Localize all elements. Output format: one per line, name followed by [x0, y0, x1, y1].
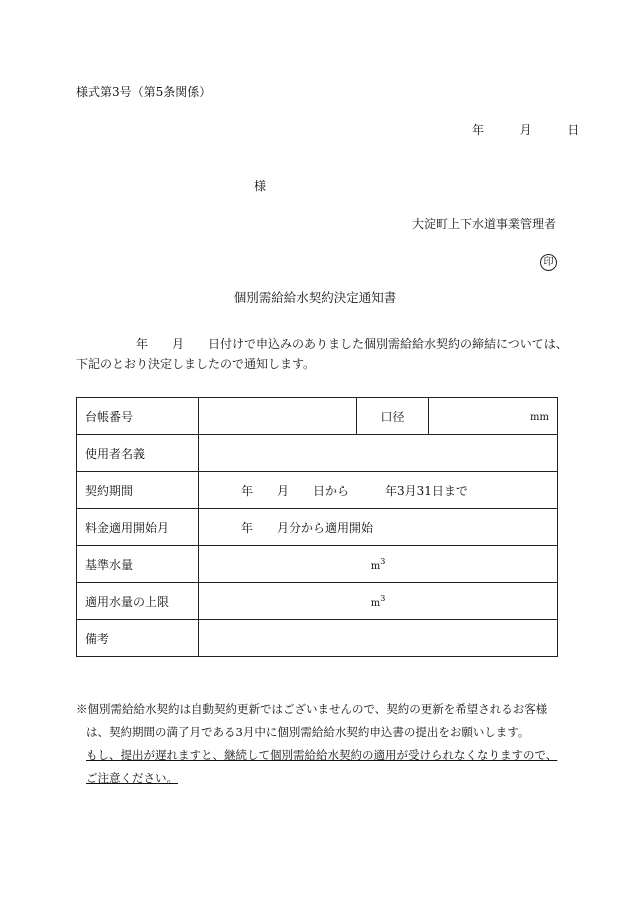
renewal-note-line-3: もし、提出が遅れますと、継続して個別需給給水契約の適用が受けられなくなりますので、	[86, 748, 558, 762]
renewal-note-line-2: は、契約期間の満了月である3月中に個別需給給水契約申込書の提出をお願いします。	[86, 725, 530, 739]
upper-limit-unit-sup: 3	[380, 593, 386, 603]
bore-field	[429, 398, 558, 435]
date-month: 月	[519, 123, 532, 137]
issue-date	[472, 122, 579, 138]
contract-period-label: 契約期間	[77, 472, 199, 509]
table-row-period	[77, 472, 558, 509]
table-row-base-volume	[77, 546, 558, 583]
base-volume-label: 基準水量	[77, 546, 199, 583]
date-year: 年	[472, 123, 485, 137]
base-volume-unit-sup: 3	[380, 556, 386, 566]
base-volume-unit: m	[370, 560, 381, 572]
table-row-start-month	[77, 509, 558, 546]
contract-period-field: 年 月 日から 年3月31日まで	[199, 472, 558, 509]
form-number: 様式第3号（第5条関係）	[76, 85, 212, 99]
upper-limit-unit: m	[370, 597, 381, 609]
notice-body-line-1: 年 月 日付けで申込みのありました個別需給給水契約の締結については、	[136, 337, 568, 351]
bore-label: 口径	[357, 398, 429, 435]
user-name-label: 使用者名義	[77, 435, 199, 472]
contract-details-table	[76, 397, 558, 657]
table-row-ledger	[77, 398, 558, 435]
renewal-note-line-4: ご注意ください。	[86, 771, 178, 785]
ledger-number-field	[199, 398, 357, 435]
upper-limit-field	[199, 583, 558, 620]
table-row-remarks	[77, 620, 558, 657]
bore-unit: mm	[530, 412, 549, 423]
remarks-label: 備考	[77, 620, 199, 657]
upper-limit-label: 適用水量の上限	[77, 583, 199, 620]
seal-mark: 印	[540, 254, 557, 271]
base-volume-field	[199, 546, 558, 583]
start-month-field: 年 月分から適用開始	[199, 509, 558, 546]
user-name-field	[199, 435, 558, 472]
table-row-user-name	[77, 435, 558, 472]
issuer-name: 大淀町上下水道事業管理者	[411, 217, 556, 231]
document-title: 個別需給給水契約決定通知書	[233, 290, 397, 305]
notice-body-line-2: 下記のとおり決定しましたので通知します。	[76, 357, 316, 371]
table-row-upper-limit	[77, 583, 558, 620]
renewal-note	[76, 698, 566, 790]
start-month-label: 料金適用開始月	[77, 509, 199, 546]
ledger-number-label: 台帳番号	[77, 398, 199, 435]
remarks-field	[199, 620, 558, 657]
notice-body	[76, 334, 568, 374]
date-day: 日	[567, 123, 580, 137]
renewal-note-line-1: ※個別需給給水契約は自動契約更新ではございませんので、契約の更新を希望されるお客様	[76, 702, 548, 716]
addressee: 様	[254, 179, 267, 193]
